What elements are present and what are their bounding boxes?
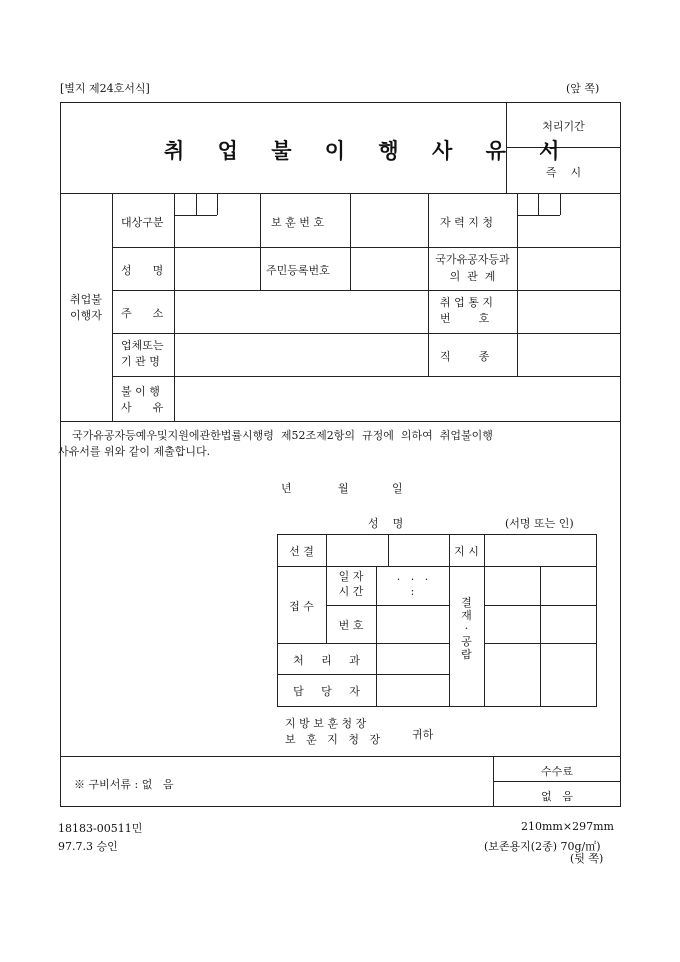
footer-approval-date: 97.7.3 승인 — [58, 840, 118, 853]
footer-paper: (보존용지(2종) 70g/㎡) — [484, 840, 601, 853]
recipient-suffix: 귀하 — [412, 728, 434, 741]
page-side-label: (앞 쪽) — [566, 82, 600, 95]
name-field[interactable] — [175, 248, 260, 290]
required-docs: ※ 구비서류 : 없 음 — [74, 778, 174, 791]
label-review: 선 결 — [289, 545, 314, 558]
label-job: 직 종 — [440, 350, 490, 363]
address-field[interactable] — [175, 291, 428, 333]
date-dots: . . . : — [396, 570, 429, 598]
date-month: 월 — [338, 482, 349, 495]
label-number: 번 호 — [338, 619, 364, 632]
label-receipt: 접 수 — [289, 600, 314, 613]
statement-text: 국가유공자등예우및지원에관한법률시행령 제52조제2항의 규정에 의하여 취업불이행 사유서를 위와 같이 제출합니다. — [58, 429, 493, 458]
date-day: 일 — [392, 482, 403, 495]
label-decision: 결 재 · 공 람 — [461, 596, 472, 661]
label-datetime: 일 자 시 간 — [338, 570, 364, 598]
label-qualification: 자 력 지 청 — [440, 216, 493, 229]
label-resident-no: 주민등록번호 — [266, 264, 330, 277]
label-staff: 담 당 자 — [293, 685, 360, 698]
job-field[interactable] — [518, 334, 620, 376]
section-label: 취업불 이행자 — [70, 293, 102, 322]
veteran-no-field[interactable] — [351, 194, 428, 247]
label-target-type: 대상구분 — [121, 216, 164, 229]
form-title: 취 업 불 이 행 사 유 서 — [164, 138, 573, 163]
form-id: [별지 제24호서식] — [60, 82, 150, 95]
signature-note: (서명 또는 인) — [505, 517, 574, 530]
signature-label: 성 명 — [368, 517, 404, 530]
period-label: 처리기간 — [542, 120, 585, 133]
period-value: 즉 시 — [545, 166, 582, 179]
notice-no-field[interactable] — [518, 291, 620, 333]
label-relation: 국가유공자등과 의 관 계 — [435, 253, 510, 283]
footer-back-side: (뒷 쪽) — [570, 852, 604, 865]
date-year: 년 — [281, 482, 292, 495]
label-address: 주 소 — [121, 307, 164, 320]
label-notice-no: 취 업 통 지 번 호 — [440, 296, 493, 325]
relation-field[interactable] — [518, 248, 620, 290]
fee-value: 없 음 — [541, 790, 573, 803]
label-dept: 처 리 과 — [293, 654, 360, 667]
label-reason: 불 이 행 사 유 — [121, 385, 164, 414]
label-instruction: 지 시 — [454, 545, 479, 558]
label-company: 업체또는 기 관 명 — [121, 339, 164, 368]
label-veteran-no: 보 훈 번 호 — [271, 216, 324, 229]
company-field[interactable] — [175, 334, 428, 376]
footer-code: 18183-00511민 — [58, 822, 143, 835]
resident-no-field[interactable] — [351, 248, 428, 290]
fee-label: 수수료 — [541, 765, 573, 778]
reason-field[interactable] — [175, 377, 620, 421]
label-name: 성 명 — [121, 264, 164, 277]
recipient-lines: 지 방 보 훈 청 장 보 훈 지 청 장 — [285, 717, 381, 746]
footer-size: 210mm×297mm — [521, 820, 614, 833]
